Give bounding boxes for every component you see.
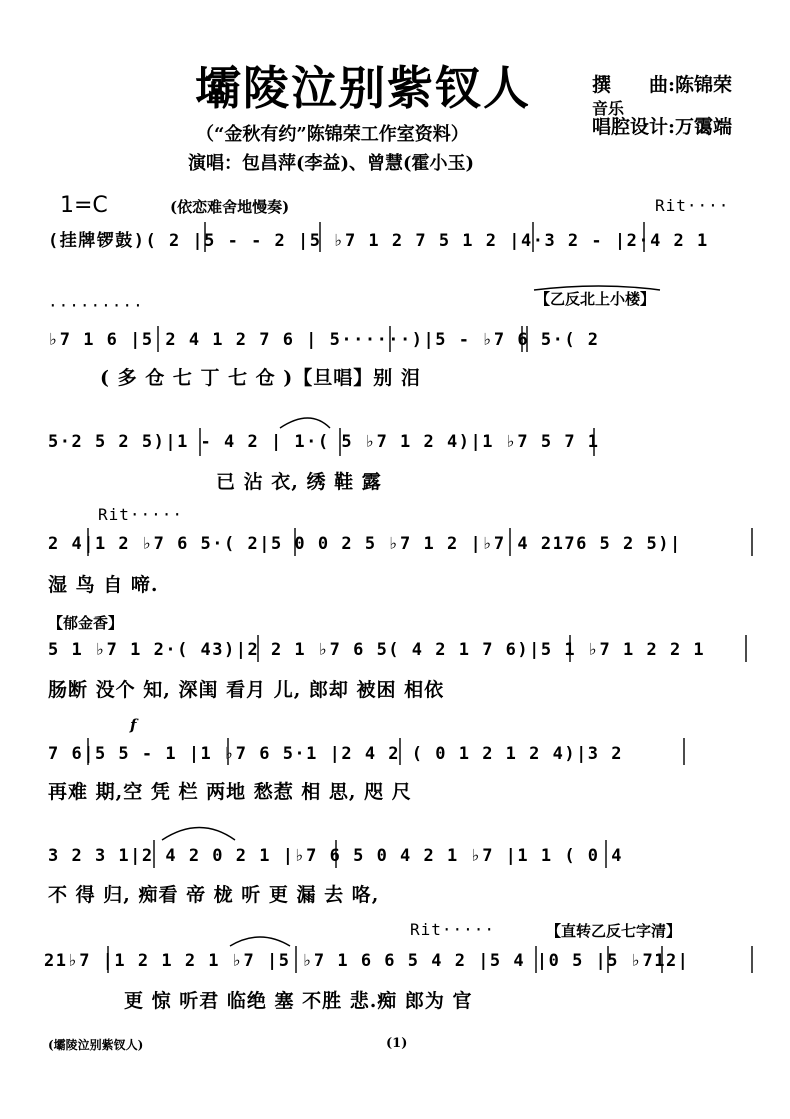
tune-label: 【郁金香】 [48, 614, 124, 632]
lyrics-line: 再难 期,空 凭 栏 两地 愁惹 相 思, 咫 尺 [48, 781, 412, 803]
notation-line: 3 2 3 1|2 4 2 0 2 1 |♭7 6 5 0 4 2 1 ♭7 |1 1 ( 0 4 [48, 846, 624, 866]
lyrics-line: ( 多 仓 七 丁 七 仓 )【旦唱】别 泪 [100, 367, 421, 389]
forte-mark: f [130, 716, 137, 734]
notation-line: 7 6|5 5 - 1 |1 ♭7 6 5·1 |2 4 2 ( 0 1 2 1 2 4)|3 2 [48, 744, 624, 764]
notation-line: ♭7 1 6 |5 2 4 1 2 7 6 | 5······)|5 - ♭7 6 5·( 2 [48, 330, 600, 350]
tempo-cue: (依恋难舍地慢奏) [170, 198, 290, 216]
ritardando-mark: Rit···· [655, 196, 730, 215]
designer-credit: 唱腔设计:万霭端 [592, 116, 733, 138]
tune-label: 【直转乙反七字清】 [546, 922, 682, 940]
ritardando-mark: Rit····· [98, 505, 184, 524]
notation-line: 5·2 5 2 5)|1 - 4 2 | 1·( 5 ♭7 1 2 4)|1 ♭7 5 7 1 [48, 432, 600, 452]
composer-credit: 撰 曲:陈锦荣 [592, 74, 733, 96]
source-note: （“金秋有约”陈锦荣工作室资料） [196, 124, 469, 145]
lyrics-line: 肠断 没个 知, 深闺 看月 儿, 郎却 被困 相依 [48, 679, 445, 701]
page-number: (1) [386, 1036, 408, 1051]
notation-line: 21♭7 |1 2 1 2 1 ♭7 |5 ♭7 1 6 6 5 4 2 |5 4 |0 5 |5 ♭712| [44, 951, 690, 971]
notation-line: (挂牌锣鼓)( 2 |5 - - 2 |5 ♭7 1 2 7 5 1 2 |4·3 2 - |2·4 2 1 [48, 231, 709, 251]
designer-credit-top: 音乐 [592, 99, 625, 118]
continuation-dots: ········· [48, 296, 144, 315]
lyrics-line: 更 惊 听君 临绝 塞 不胜 悲.痴 郎为 官 [124, 990, 473, 1012]
lyrics-line: 已 沾 衣, 绣 鞋 露 [216, 471, 382, 493]
performers: 演唱：包昌萍(李益)、曾慧(霍小玉) [188, 153, 475, 174]
page-title: 壩陵泣别紫钗人 [195, 61, 531, 115]
lyrics-line: 不 得 归, 痴看 帝 栊 听 更 漏 去 咯, [48, 884, 380, 906]
ritardando-mark: Rit····· [410, 920, 496, 939]
key-signature: 1=C [60, 193, 108, 218]
notation-line: 2 4|1 2 ♭7 6 5·( 2|5 0 0 2 5 ♭7 1 2 |♭7 4 2176 5 2 5)| [48, 534, 682, 554]
tune-label: 【乙反北上小楼】 [535, 290, 656, 308]
footer-title: (壩陵泣别紫钗人) [48, 1038, 144, 1052]
notation-line: 5 1 ♭7 1 2·( 43)|2 2 1 ♭7 6 5( 4 2 1 7 6)|5 1 ♭7 1 2 2 1 [48, 640, 706, 660]
lyrics-line: 湿 鸟 自 啼. [48, 574, 159, 596]
